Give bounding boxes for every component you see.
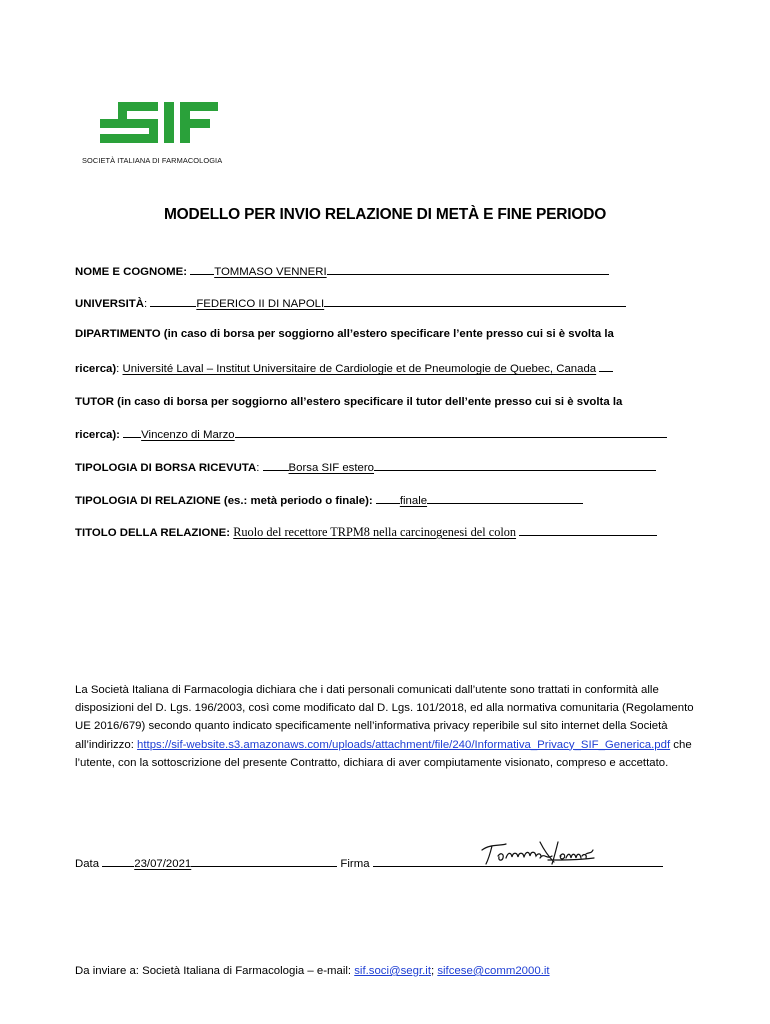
data-value: 23/07/2021 [134,858,192,870]
footer: Da inviare a: Società Italiana di Farmacologia – e-mail: sif.soci@segr.it; sifcese@comm2000.it [75,965,550,977]
handwritten-signature-icon [478,836,596,870]
field-tutor-value: Vincenzo di Marzo [141,429,235,441]
field-tutor: ricerca): Vincenzo di Marzo [75,427,667,442]
field-dipartimento: ricerca): Université Laval – Institut Universitaire de Cardiologie et de Pneumologie de Quebec, Canada [75,361,613,376]
field-titolo [75,525,657,540]
sif-logo [78,88,230,172]
privacy-notice: La Società Italiana di Farmacologia dichiara che i dati personali comunicati dall’utente sono trattati in conformità alle disposizioni del D. Lgs. 196/2003, così come modificato dal D. Lgs. 101/2018, ed alla normativa comunitaria (Regolamento UE 2016/679) secondo quanto indicato specificamente nell’informativa privacy reperibile sul sito internet della Società all’indirizzo: https://sif-website.s3.amazonaws.com/uploads/attachment/file/240/Informativa_Privacy_SIF_Generica.pdf che l’utente, con la sottoscrizione del presente Contratto, dichiara di aver compiutamente visionato, compreso e accettato. [75,684,694,769]
field-universita-label: UNIVERSITÀ [75,298,144,310]
email-link-soci[interactable]: sif.soci@segr.it [354,965,431,977]
field-tipologia-borsa-label: TIPOLOGIA DI BORSA RICEVUTA [75,462,257,474]
field-tipologia-relazione [75,493,583,508]
field-nome: NOME E COGNOME: TOMMASO VENNERI [75,264,609,279]
field-tipologia-relazione-label: TIPOLOGIA DI RELAZIONE (es.: metà periodo o finale): [75,495,373,507]
field-dipartimento-label: DIPARTIMENTO (in caso di borsa per soggiorno all’estero specificare l’ente presso cui si è svolta la [75,328,614,340]
field-universita-value: FEDERICO II DI NAPOLI [196,298,325,310]
firma-label: Firma [340,858,370,870]
field-nome-value: TOMMASO VENNERI [214,266,327,278]
field-universita: UNIVERSITÀ: FEDERICO II DI NAPOLI [75,296,626,311]
field-titolo-label: TITOLO DELLA RELAZIONE: [75,527,231,539]
logo-caption: SOCIETÀ ITALIANA DI FARMACOLOGIA [82,156,223,165]
form-title: MODELLO PER INVIO RELAZIONE DI METÀ E FINE PERIODO [163,206,607,223]
email-link-cese[interactable]: sifcese@comm2000.it [437,965,550,977]
field-dipartimento-value: Université Laval – Institut Universitaire de Cardiologie et de Pneumologie de Quebec, Canada [122,363,597,375]
field-tipologia-borsa: TIPOLOGIA DI BORSA RICEVUTA: Borsa SIF estero [75,460,656,475]
sif-logo-icon [78,88,230,154]
field-nome-label: NOME E COGNOME [75,266,184,278]
field-tipologia-borsa-value: Borsa SIF estero [288,462,375,474]
field-tipologia-relazione-value: finale [399,495,428,507]
field-titolo-value: Ruolo del recettore TRPM8 nella carcinogenesi del colon [233,525,517,539]
field-tutor-label: TUTOR (in caso di borsa per soggiorno all’estero specificare il tutor dell’ente presso cui si è svolta la [75,396,623,408]
data-label: Data [75,858,100,870]
privacy-link[interactable]: https://sif-website.s3.amazonaws.com/uploads/attachment/file/240/Informativa_Privacy_SIF_Generica.pdf [137,738,671,751]
